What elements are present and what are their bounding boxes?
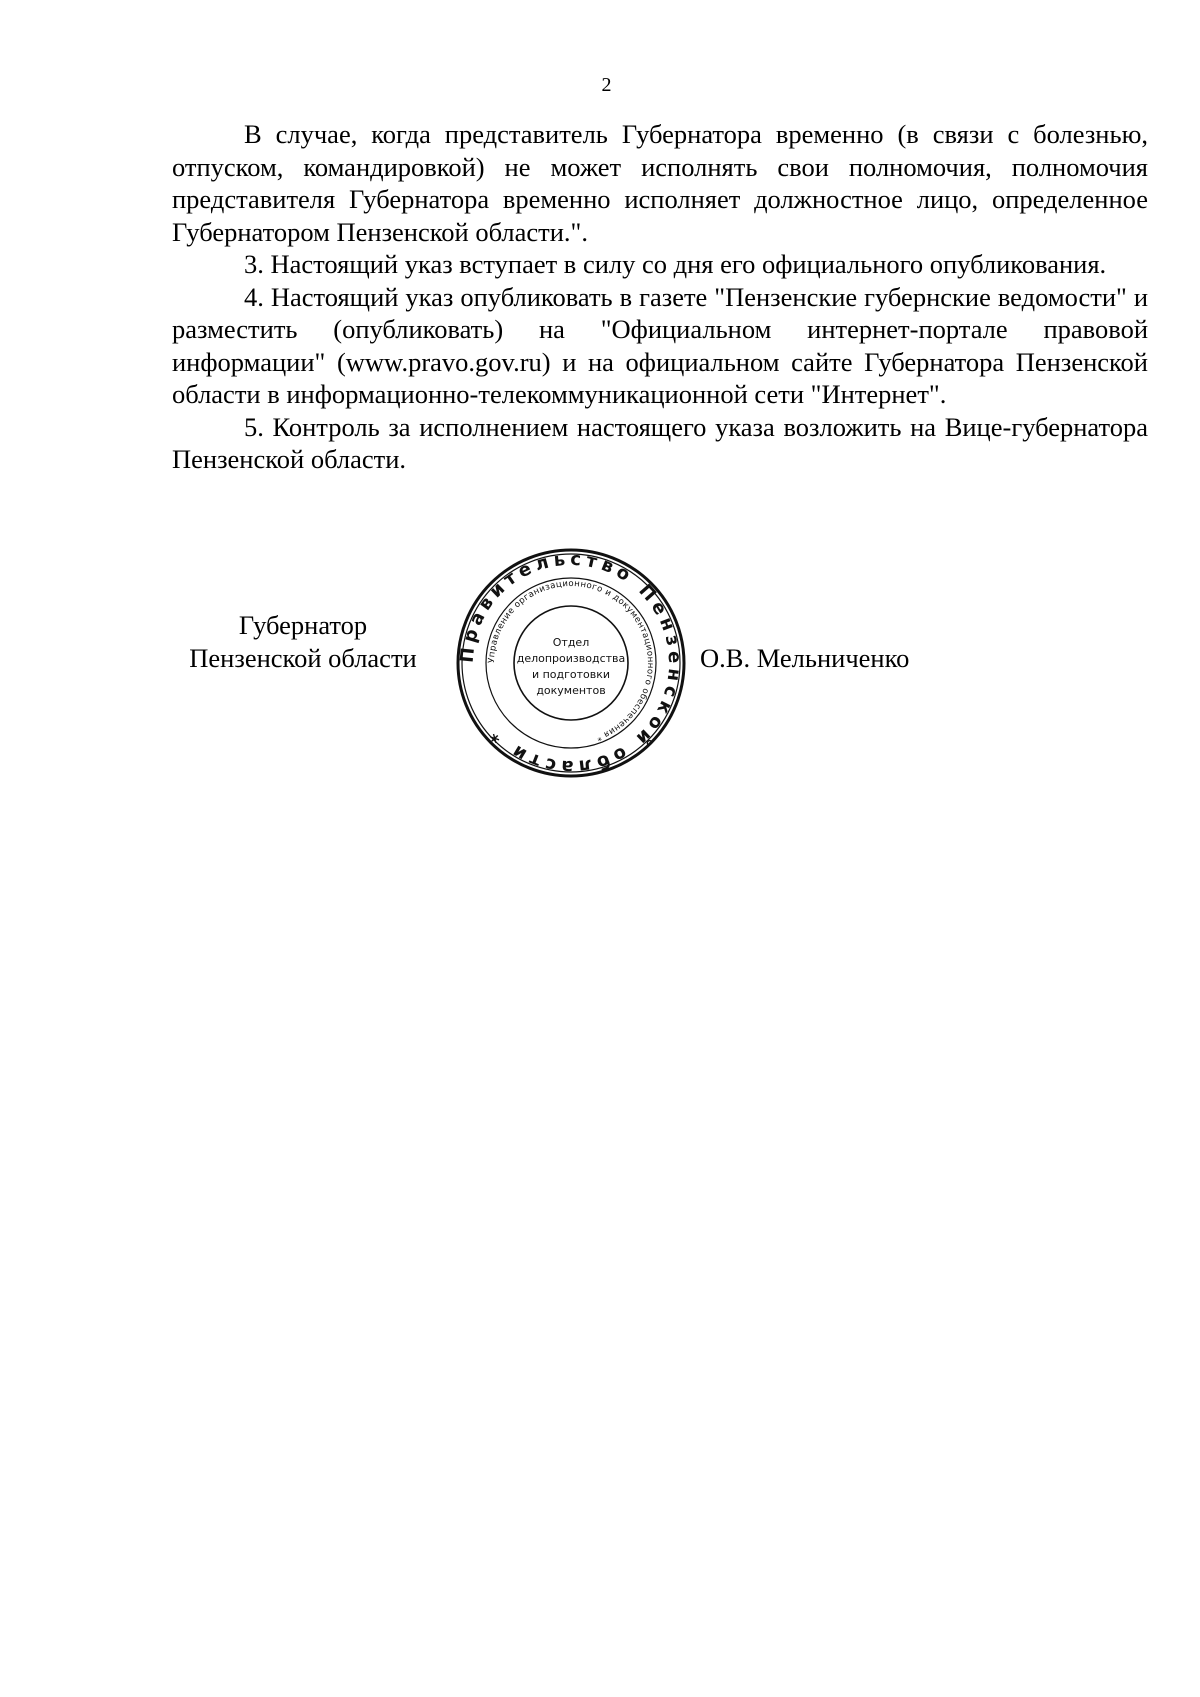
signatory-title (172, 609, 434, 675)
seal-graphic (454, 546, 688, 780)
signatory-name: О.В. Мельниченко (700, 643, 910, 673)
paragraph-substitute-representative: В случае, когда представитель Губернатора временно (в связи с болезнью, отпуском, командировкой) не может исполнять свои полномочия, полномочия представителя Губернатора временно исполняет должностное лицо, определенное Губернатором Пензенской области.". (172, 119, 1148, 247)
seal-center-line3: и подготовки (531, 668, 611, 681)
seal-outer-ring-text: Правительство Пензенской области * (456, 548, 686, 778)
signatory-title-line2: Пензенской области (189, 643, 417, 673)
svg-text:Управление организационного и (487, 579, 655, 743)
svg-text:Правительство Пензенской облас (457, 549, 686, 778)
seal-inner-ring-text: Управление организационного и документационного обеспечения * (486, 578, 656, 743)
document-body (172, 118, 1148, 476)
paragraph-4-publication: 4. Настоящий указ опубликовать в газете "Пензенские губернские ведомости" и разместить (опубликовать) на "Официальном интернет-портале правовой информации" (www.pravo.gov.ru) и на официальном сайте Губернатора Пензенской области в информационно-телекоммуникационной сети "Интернет". (172, 281, 1148, 409)
seal-center-line4: документов (536, 684, 606, 697)
paragraph-3-entry-into-force: 3. Настоящий указ вступает в силу со дня его официального опубликования. (244, 249, 1107, 279)
seal-center-line2: делопроизводства (516, 652, 626, 665)
official-seal-stamp (454, 546, 688, 780)
signatory-title-line1: Губернатор (238, 610, 368, 640)
page-number: 2 (601, 74, 612, 96)
seal-center-line1: Отдел (552, 636, 590, 649)
paragraph-5-control: 5. Контроль за исполнением настоящего указа возложить на Вице-губернатора Пензенской области. (172, 411, 1148, 474)
